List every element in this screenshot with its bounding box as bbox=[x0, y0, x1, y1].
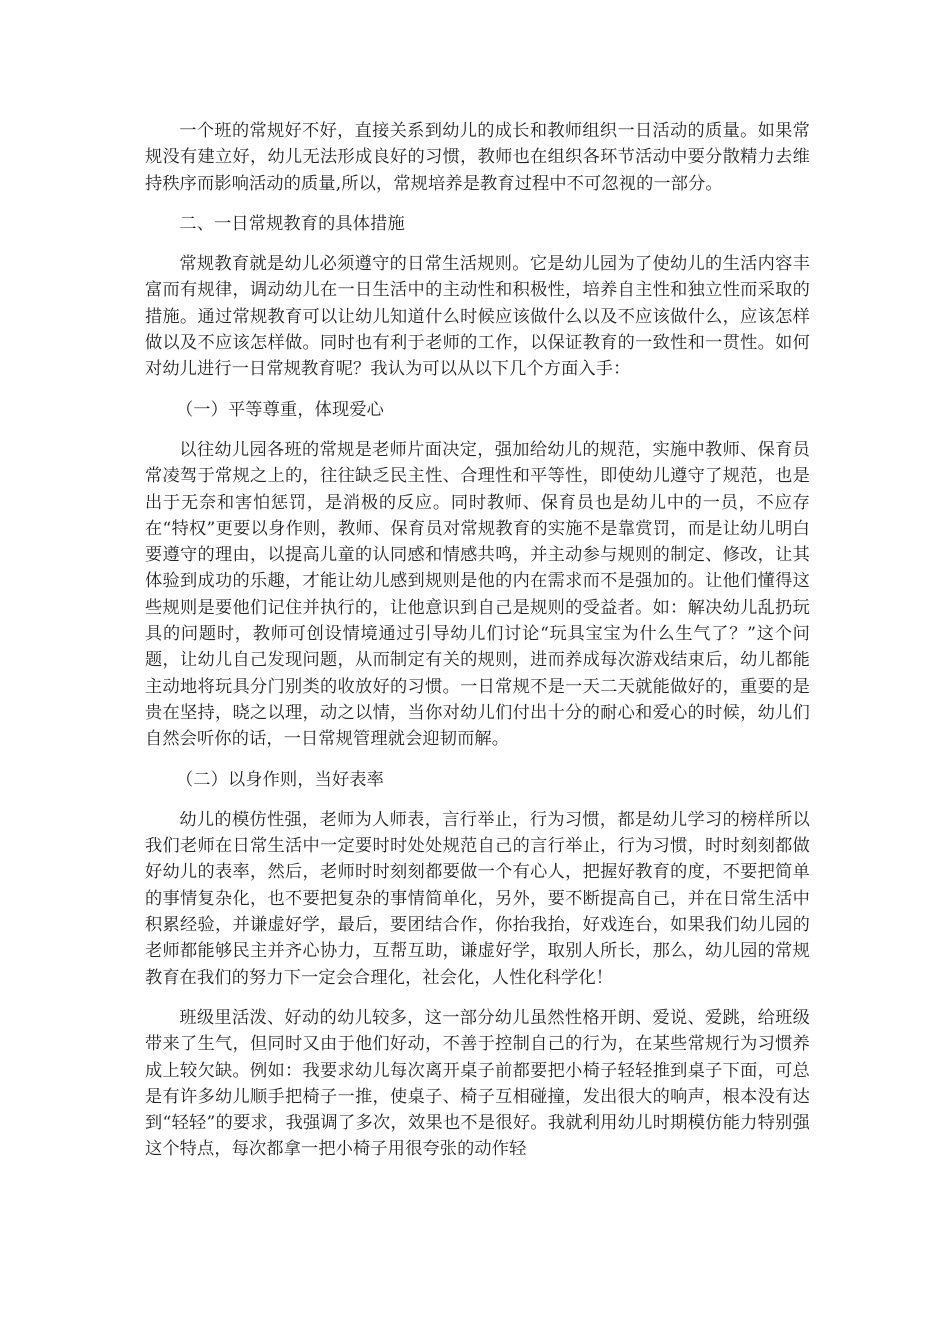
subsection-heading: （二）以身作则，当好表率 bbox=[175, 769, 385, 790]
paragraph: 一个班的常规好不好，直接关系到幼儿的成长和教师组织一日活动的质量。如果常规没有建立好，幼儿无法形成良好的习惯，教师也在组织各环节活动中要分散精力去维持秩序而影响活动的质量,所以，常规培养是教育过程中不可忽视的一部分。 bbox=[145, 121, 810, 194]
paragraph: 幼儿的模仿性强，老师为人师表，言行举止，行为习惯，都是幼儿学习的榜样所以我们老师在日常生活中一定要时时处处规范自己的言行举止，行为习惯，时时刻刻都做好幼儿的表率，然后，老师时时刻刻都要做一个有心人，把握好教育的度，不要把简单的事情复杂化，也不要把复杂的事情简单化，另外，要不断提高自己，并在日常生活中积累经验，并谦虚好学，最后，要团结合作，你抬我抬，好戏连台，如果我们幼儿园的老师都能够民主并齐心协力，互帮互助，谦虚好学，取别人所长，那么，幼儿园的常规教育在我们的努力下一定会合理化，社会化，人性化科学化！ bbox=[145, 809, 810, 988]
document-body bbox=[145, 118, 810, 1177]
paragraph: 常规教育就是幼儿必须遵守的日常生活规则。它是幼儿园为了使幼儿的生活内容丰富而有规律，调动幼儿在一日生活中的主动性和积极性，培养自主性和独立性而采取的措施。通过常规教育可以让幼儿知道什么时候应该做什么以及不应该做什么，应该怎样做以及不应该怎样做。同时也有利于老师的工作，以保证教育的一致性和一贯性。如何对幼儿进行一日常规教育呢？我认为可以从以下几个方面入手： bbox=[145, 254, 810, 380]
paragraph: 以往幼儿园各班的常规是老师片面决定，强加给幼儿的规范，实施中教师、保育员常凌驾于常规之上的，往往缺乏民主性、合理性和平等性，即使幼儿遵守了规范，也是出于无奈和害怕惩罚，是消极的反应。同时教师、保育员也是幼儿中的一员，不应存在“特权”更要以身作则，教师、保育员对常规教育的实施不是靠赏罚，而是让幼儿明白要遵守的理由，以提高儿童的认同感和情感共鸣，并主动参与规则的制定、修改，让其体验到成功的乐趣，才能让幼儿感到规则是他的内在需求而不是强加的。让他们懂得这些规则是要他们记住并执行的，让他意识到自己是规则的受益者。如：解决幼儿乱扔玩具的问题时，教师可创设情境通过引导幼儿们讨论“玩具宝宝为什么生气了？”这个问题，让幼儿自己发现问题，从而制定有关的规则，进而养成每次游戏结束后，幼儿都能主动地将玩具分门别类的收放好的习惯。一日常规不是一天二天就能做好的，重要的是贵在坚持，晓之以理，动之以情，当你对幼儿们付出十分的耐心和爱心的时候，幼儿们自然会听你的话，一日常规管理就会迎韧而解。 bbox=[145, 439, 810, 750]
subsection-heading: （一）平等尊重，体现爱心 bbox=[175, 399, 385, 420]
section-heading: 二、一日常规教育的具体措施 bbox=[179, 213, 405, 234]
paragraph: 班级里活泼、好动的幼儿较多，这一部分幼儿虽然性格开朗、爱说、爱跳，给班级带来了生气，但同时又由于他们好动，不善于控制自己的行为，在某些常规行为习惯养成上较欠缺。例如：我要求幼儿每次离开桌子前都要把小椅子轻轻推到桌子下面，可总是有许多幼儿顺手把椅子一推，使桌子、椅子互相碰撞，发出很大的响声，根本没有达到“轻轻”的要求，我强调了多次，效果也不是很好。我就利用幼儿时期模仿能力特别强这个特点，每次都拿一把小椅子用很夸张的动作轻 bbox=[145, 1007, 810, 1160]
